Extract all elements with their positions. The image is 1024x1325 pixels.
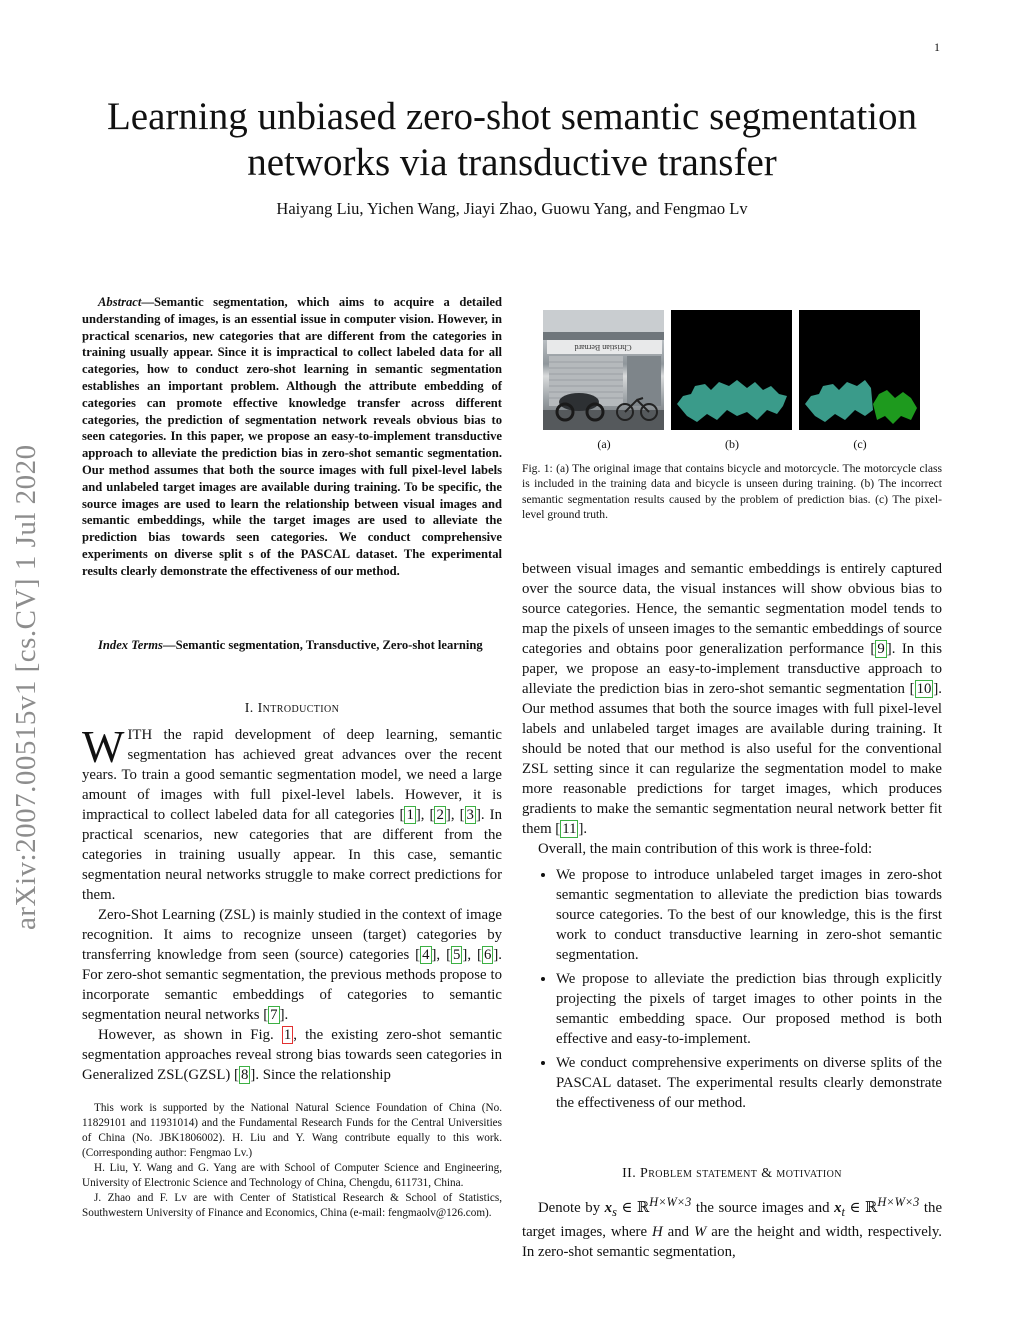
citation-link[interactable]: 5 — [453, 947, 461, 963]
citation-link[interactable]: 3 — [466, 807, 474, 823]
body-text: Denote by — [538, 1199, 605, 1216]
list-item: • We propose to alleviate the prediction bias through explicitly projecting the pixels of target images to other points in the semantic embedding space. Our proposed method is both effective and easy-to-implement. — [556, 969, 942, 1049]
footnote-affiliation-2: J. Zhao and F. Lv are with Center of Statistical Research & School of Statistics, Southwestern University of Finance and Economics, China (e-mail: fengmaolv@126.com). — [82, 1192, 502, 1219]
shop-sign-text: Christian Bernard — [574, 343, 632, 352]
introduction-body — [82, 722, 502, 1085]
citation-link[interactable]: 2 — [436, 807, 444, 823]
math-var: H — [652, 1223, 663, 1240]
section-heading-problem-statement — [522, 1166, 942, 1182]
section-title: Introduction — [257, 701, 340, 716]
body-text: between visual images and semantic embeddings is entirely captured over the source data, the visual instances will show obvious bias to source categories. Hence, the semantic segmentation model tends to map the pixels of unseen images to the semantic embeddings of source categories and obtains poor generalization performance — [522, 561, 942, 657]
body-text: the target images, where — [522, 1199, 943, 1240]
citation-link[interactable]: 6 — [483, 947, 492, 963]
section-title: Problem statement & motivation — [640, 1166, 842, 1181]
footnote-affiliation-1: H. Liu, Y. Wang and G. Yang are with School of Computer Science and Engineering, University of Electronic Science and Technology of China, Chengdu, 611731, China. — [82, 1162, 502, 1189]
citation-link[interactable]: 10 — [916, 681, 932, 697]
right-paragraph-2: Overall, the main contribution of this work is three-fold: — [538, 841, 873, 857]
figure-image-original — [543, 310, 664, 430]
problem-statement-body — [522, 1192, 942, 1262]
right-paragraph-1: between visual images and semantic embeddings is entirely captured over the source data, the visual instances will show obvious bias to source categories. Hence, the semantic segmentation model tends to map the pixels of unseen images to the semantic embeddings of source categories and obtains poor generalization performance [ 9 ]. In this paper, we propose an easy-to-implement transductive approach to alleviate the prediction bias in zero-shot semantic segmentation [ 10 ]. Our method assumes that both the source images with full pixel-level labels and unlabeled target images are available during training. It should be noted that our method is also useful for the conventional ZSL setting since it can regularize the segmentation model to make more reasonable predictions for target images, which produces gradients to make the semantic segmentation neural network better fit them [ 11 ]. — [522, 561, 942, 837]
math-set: ∈ ℝ — [844, 1199, 878, 1216]
abstract — [82, 294, 502, 580]
citation-link[interactable]: 11 — [562, 821, 577, 837]
intro-text: Zero-Shot Learning (ZSL) is mainly studied in the context of image recognition. It aims to recognize unseen (target) categories by transferring knowledge from seen (source) categories — [82, 907, 502, 963]
figure-link[interactable]: 1 — [283, 1027, 292, 1043]
citation-link[interactable]: 4 — [422, 947, 430, 963]
ground-truth-mask — [799, 310, 920, 430]
abstract-lead: Abstract — [98, 295, 142, 309]
author-list: Haiyang Liu, Yichen Wang, Jiayi Zhao, Guowu Yang, and Fengmao Lv — [276, 199, 748, 218]
section-numeral: I. — [244, 701, 258, 716]
page-number: 1 — [934, 40, 940, 54]
index-terms-lead: Index Terms — [98, 638, 163, 652]
math-var: W — [693, 1223, 707, 1240]
math-sup: H×W×3 — [877, 1195, 920, 1209]
body-text: . — [583, 821, 588, 837]
figure-image-prediction — [671, 310, 792, 430]
intro-text: ITH the rapid development of deep learning, semantic segmentation has achieved great advances over the recent years. To train a good semantic segmentation model, we need a large amount of images with full pixel-level labels. However, it is impractical to collect labeled data for all categories — [82, 727, 502, 823]
list-item: • We conduct comprehensive experiments on diverse splits of the PASCAL dataset. The experimental results clearly demonstrate the effectiveness of our method. — [556, 1053, 942, 1113]
problem-paragraph — [522, 1192, 942, 1262]
subfigure-label-b: (b) — [725, 437, 739, 451]
drop-cap: W — [82, 722, 125, 772]
section-heading-introduction — [82, 701, 502, 717]
intro-text: , the existing zero-shot semantic segmentation approaches reveal strong bias towards seen categories in Generalized ZSL(GZSL) — [82, 1027, 502, 1083]
index-terms-text: —Semantic segmentation, Transductive, Zero-shot learning — [162, 638, 483, 652]
math-var: x — [834, 1199, 842, 1216]
contribution-list — [522, 865, 942, 1113]
math-sub: t — [841, 1204, 845, 1219]
body-text: . In this paper, we propose an easy-to-implement transductive approach to alleviate the prediction bias in zero-shot semantic segmentation — [522, 641, 942, 697]
intro-paragraph-1: WITH the rapid development of deep learning, semantic segmentation has achieved great advances over the recent years. To train a good semantic segmentation model, we need a large amount of images with full pixel-level labels. However, it is impractical to collect labeled data for all categories [ 1 ], [ 2 ], [ 3 ]. In practical scenarios, new categories that are different from the categories in training usually appear. In this case, semantic segmentation neural networks struggle to make correct predictions for them. — [82, 722, 502, 903]
footnotes — [82, 1101, 502, 1221]
index-terms — [82, 637, 502, 654]
intro-text: . Since the relationship — [255, 1067, 391, 1083]
title-line-2: networks via transductive transfer — [247, 141, 777, 184]
body-text: are the height and width, respectively. In zero-shot semantic segmentation, — [522, 1223, 943, 1260]
footnote-funding: This work is supported by the National Natural Science Foundation of China (No. 11829101 and 11931014) and the Fundamental Research Funds for the Central Universities of China (No. JBK1806002). H. Liu and Y. Wang contribute equally to this work. (Corresponding author: Fengmao Lv.) — [82, 1102, 502, 1159]
right-column-body — [522, 559, 942, 1117]
math-sub: s — [612, 1204, 617, 1219]
intro-text: . In practical scenarios, new categories that are different from the categories in training usually appear. In this case, semantic segmentation neural networks struggle to make correct predictions for them. — [82, 807, 502, 903]
arxiv-stamp: arXiv:2007.00515v1 [cs.CV] 1 Jul 2020 — [10, 444, 42, 930]
intro-text: However, as shown in Fig. — [98, 1027, 282, 1043]
list-item: • We propose to introduce unlabeled target images in zero-shot semantic segmentation to alleviate the prediction bias towards source categories. To the best of our knowledge, this is the first work to conduct transductive learning in zero-shot semantic segmentation. — [556, 865, 942, 965]
citation-link[interactable]: 1 — [406, 807, 414, 823]
citation-link[interactable]: 9 — [877, 641, 885, 657]
title-line-1: Learning unbiased zero-shot semantic segmentation — [106, 95, 918, 138]
street-photo-illustration — [543, 310, 664, 430]
subfigure-label-c: (c) — [853, 437, 867, 451]
math-set: ∈ ℝ — [616, 1199, 650, 1216]
body-text: the source images and — [691, 1199, 835, 1216]
intro-paragraph-3: However, as shown in Fig. 1 , the existing zero-shot semantic segmentation approaches reveal strong bias towards seen categories in Generalized ZSL(GZSL) [ 8 ]. Since the relationship — [82, 1027, 502, 1083]
citation-link[interactable]: 7 — [270, 1007, 278, 1023]
paper-title — [60, 94, 964, 186]
intro-paragraph-2: Zero-Shot Learning (ZSL) is mainly studied in the context of image recognition. It aims to recognize unseen (target) categories by transferring knowledge from seen (source) categories [ 4 ], [ 5 ], [ 6 ]. For zero-shot semantic segmentation, the previous methods propose to incorporate semantic embeddings of categories to semantic segmentation neural networks [ 7 ]. — [82, 907, 502, 1023]
figure-caption: Fig. 1: (a) The original image that contains bicycle and motorcycle. The motorcycle class is included in the training data and bicycle is unseen during training. (b) The incorrect semantic segmentation results caused by the problem of prediction bias. (c) The pixel-level ground truth. — [522, 462, 942, 522]
citation-link[interactable]: 8 — [240, 1067, 249, 1083]
subfigure-label-a: (a) — [597, 437, 611, 451]
section-numeral: II. — [622, 1166, 641, 1181]
abstract-text: —Semantic segmentation, which aims to acquire a detailed understanding of images, is an essential issue in computer vision. However, in practical scenarios, new categories that are different from the categories in training usually appear. Since it is impractical to collect labeled data for all categories, how to conduct zero-shot learning in semantic segmentation establishes an important problem. Although the attribute embedding of categories can promote effective knowledge transfer across different categories, the prediction of segmentation network reveals obvious bias to seen categories. In this paper, we propose an easy-to-implement transductive approach to alleviate the prediction bias in zero-shot semantic segmentation. Our method assumes that both the source images with full pixel-level labels and unlabeled target images are available during training. To be specific, the source images are used to learn the relationship between visual images and semantic embeddings, while the target images are used to alleviate the prediction bias towards seen categories. We conduct comprehensive experiments on diverse split s of the PASCAL dataset. The experimental results clearly demonstrate the effectiveness of our method. — [82, 295, 502, 578]
body-text: . Our method assumes that both the source images with full pixel-level labels and unlabeled target images are available during training. It should be noted that our method is also useful for the conventional ZSL setting since it can regularize the segmentation model to make more reasonable predictions for target images, which produces gradients to make the semantic segmentation neural network better fit them — [522, 681, 942, 837]
math-sup: H×W×3 — [649, 1195, 692, 1209]
figure-image-ground-truth — [799, 310, 920, 430]
prediction-mask — [671, 310, 792, 430]
math-var: x — [604, 1199, 613, 1216]
intro-text: . For zero-shot semantic segmentation, the previous methods propose to incorporate semantic embeddings of categories to semantic segmentation neural networks — [82, 947, 502, 1023]
body-text: and — [662, 1223, 694, 1240]
